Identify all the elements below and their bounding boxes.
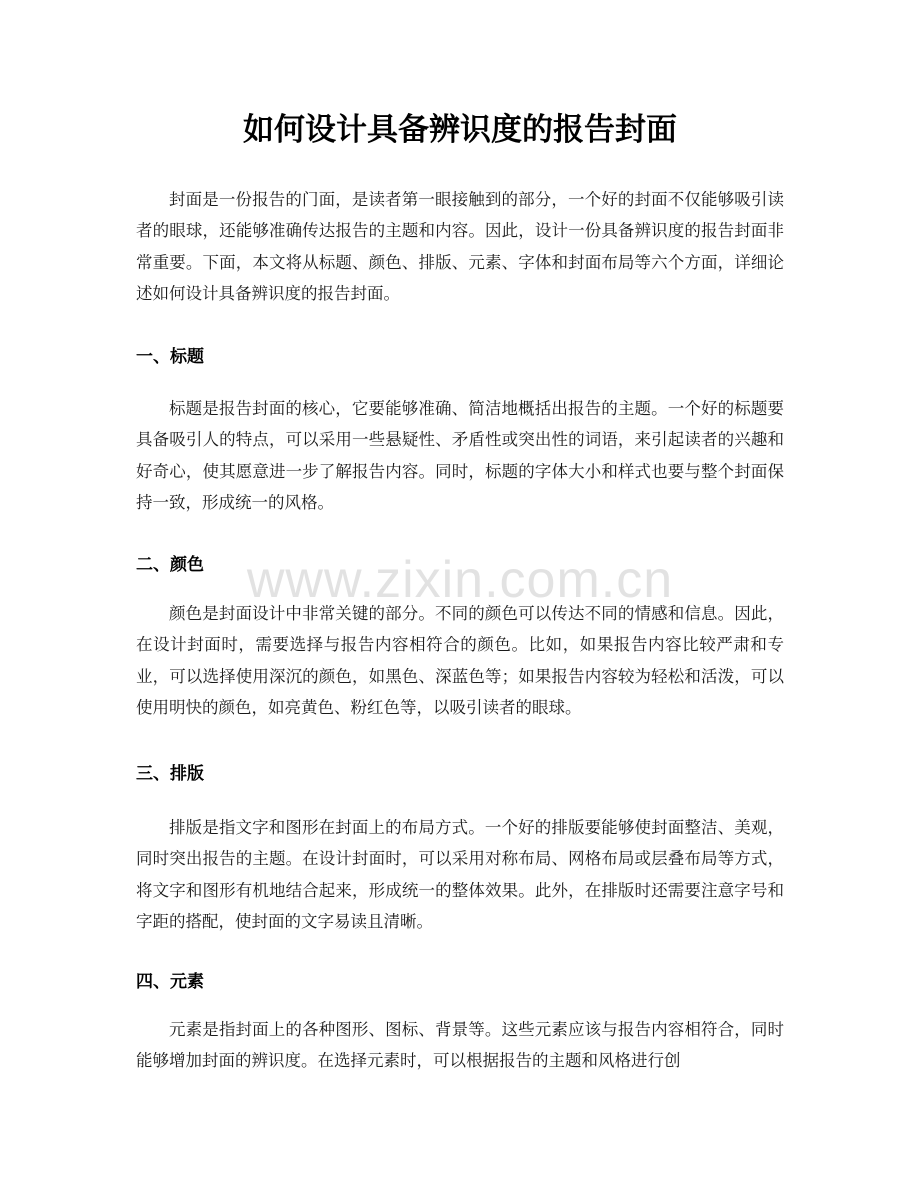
intro-paragraph: 封面是一份报告的门面，是读者第一眼接触到的部分，一个好的封面不仅能够吸引读者的眼球，还能够准确传达报告的主题和内容。因此，设计一份具备辨识度的报告封面非常重要。下面，本文将从标题、颜色、排版、元素、字体和封面布局等六个方面，详细论述如何设计具备辨识度的报告封面。 [136,190,784,304]
section-heading-elements: 四、元素 [136,972,204,992]
section-heading-layout: 三、排版 [136,764,204,784]
section-heading-title: 一、标题 [136,347,204,367]
section-heading-color: 二、颜色 [136,555,204,575]
watermark-text: www.zixin.com.cn [246,551,674,609]
section-body-title: 标题是报告封面的核心，它要能够准确、简洁地概括出报告的主题。一个好的标题要具备吸引人的特点，可以采用一些悬疑性、矛盾性或突出性的词语，来引起读者的兴趣和好奇心，使其愿意进一步了解报告内容。同时，标题的字体大小和样式也要与整个封面保持一致，形成统一的风格。 [136,399,784,513]
section-body-elements: 元素是指封面上的各种图形、图标、背景等。这些元素应该与报告内容相符合，同时能够增加封面的辨识度。在选择元素时，可以根据报告的主题和风格进行创 [136,1020,784,1071]
section-body-color: 颜色是封面设计中非常关键的部分。不同的颜色可以传达不同的情感和信息。因此，在设计封面时，需要选择与报告内容相符合的颜色。比如，如果报告内容比较严肃和专业，可以选择使用深沉的颜色，如黑色、深蓝色等；如果报告内容较为轻松和活泼，可以使用明快的颜色，如亮黄色、粉红色等，以吸引读者的眼球。 [136,604,784,718]
document-title: 如何设计具备辨识度的报告封面 [243,112,677,148]
section-body-layout: 排版是指文字和图形在封面上的布局方式。一个好的排版要能够使封面整洁、美观，同时突出报告的主题。在设计封面时，可以采用对称布局、网格布局或层叠布局等方式，将文字和图形有机地结合起来，形成统一的整体效果。此外，在排版时还需要注意字号和字距的搭配，使封面的文字易读且清晰。 [136,818,784,932]
